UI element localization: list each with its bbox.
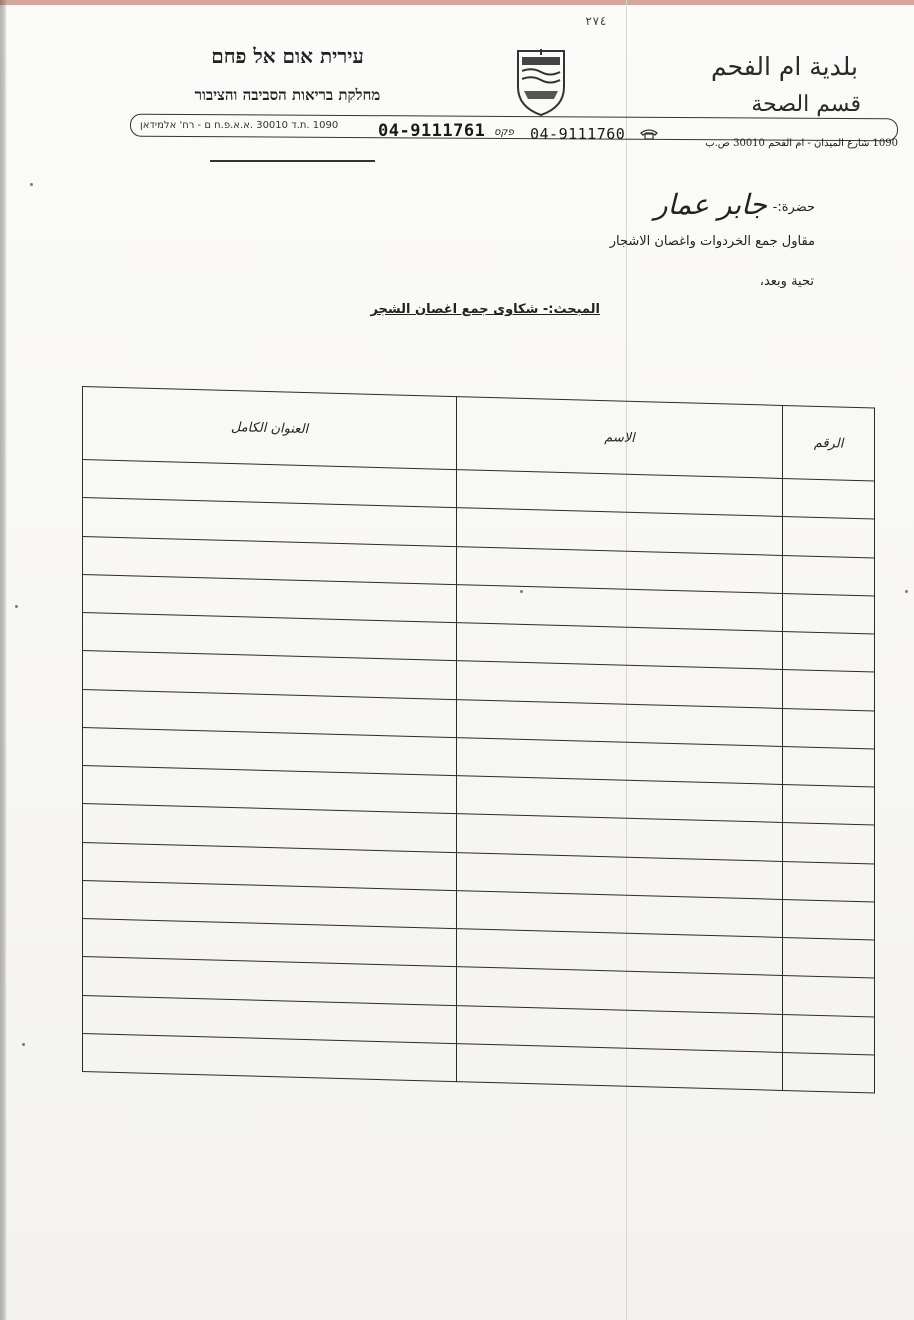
complaints-table-container xyxy=(82,386,882,1092)
arabic-municipality-name: بلدية ام الفحم xyxy=(710,52,858,81)
scan-speck xyxy=(30,183,33,186)
column-header-address: العنوان الكامل xyxy=(83,387,457,470)
greeting: تحية وبعد، xyxy=(759,274,814,289)
scan-speck xyxy=(22,1043,25,1046)
phone-icon xyxy=(640,128,658,140)
arabic-address: 1090 شارع الميدان - ام الفحم 30010 ص.ب xyxy=(705,138,898,149)
name-cell xyxy=(457,1043,783,1090)
header-underline xyxy=(210,160,375,162)
number-cell xyxy=(783,631,875,672)
number-cell xyxy=(783,937,875,978)
scan-speck xyxy=(15,605,18,608)
complaints-table xyxy=(82,386,875,1093)
number-cell xyxy=(783,899,875,940)
hebrew-municipality-name: עירית אום אל פחם xyxy=(211,44,364,68)
municipal-emblem xyxy=(512,47,570,117)
number-cell xyxy=(783,976,875,1017)
letter-subject: المبحث:- شكاوى جمع اغصان الشجر xyxy=(370,302,600,317)
scan-speck xyxy=(520,590,523,593)
page-number: ٢٧٤ xyxy=(585,14,607,28)
addressee-role: مقاول جمع الخردوات واغصان الاشجار xyxy=(609,234,815,249)
page-top-edge xyxy=(0,0,914,5)
hebrew-department-name: מחלקת בריאות הסביבה והציבור xyxy=(194,86,381,104)
telephone-number: 04-9111760 xyxy=(530,125,626,143)
hebrew-address: 1090 .ת.ד 30010 .א.א.פ.ח ם - רח' אלמידאן xyxy=(140,120,339,131)
scan-speck xyxy=(905,590,908,593)
column-header-name: الاسم xyxy=(457,397,783,479)
number-cell xyxy=(783,861,875,902)
number-cell xyxy=(783,823,875,864)
fax-label: פקס xyxy=(494,127,514,138)
number-cell xyxy=(783,746,875,787)
fax-number: 04-9111761 xyxy=(378,121,486,141)
addressee-label: حضرة:- xyxy=(772,200,815,215)
addressee-handwritten-name: جابر عمار xyxy=(654,188,767,221)
arabic-department-name: قسم الصحة xyxy=(751,92,861,117)
number-cell xyxy=(783,784,875,825)
number-cell xyxy=(783,1052,875,1093)
number-cell xyxy=(783,708,875,749)
number-cell xyxy=(783,555,875,596)
number-cell xyxy=(783,1014,875,1055)
page-left-edge-shadow xyxy=(0,0,7,1320)
number-cell xyxy=(783,593,875,634)
number-cell xyxy=(783,670,875,711)
number-cell xyxy=(783,478,875,519)
number-cell xyxy=(783,517,875,558)
column-header-number: الرقم xyxy=(783,405,875,480)
table-body xyxy=(83,460,875,1093)
